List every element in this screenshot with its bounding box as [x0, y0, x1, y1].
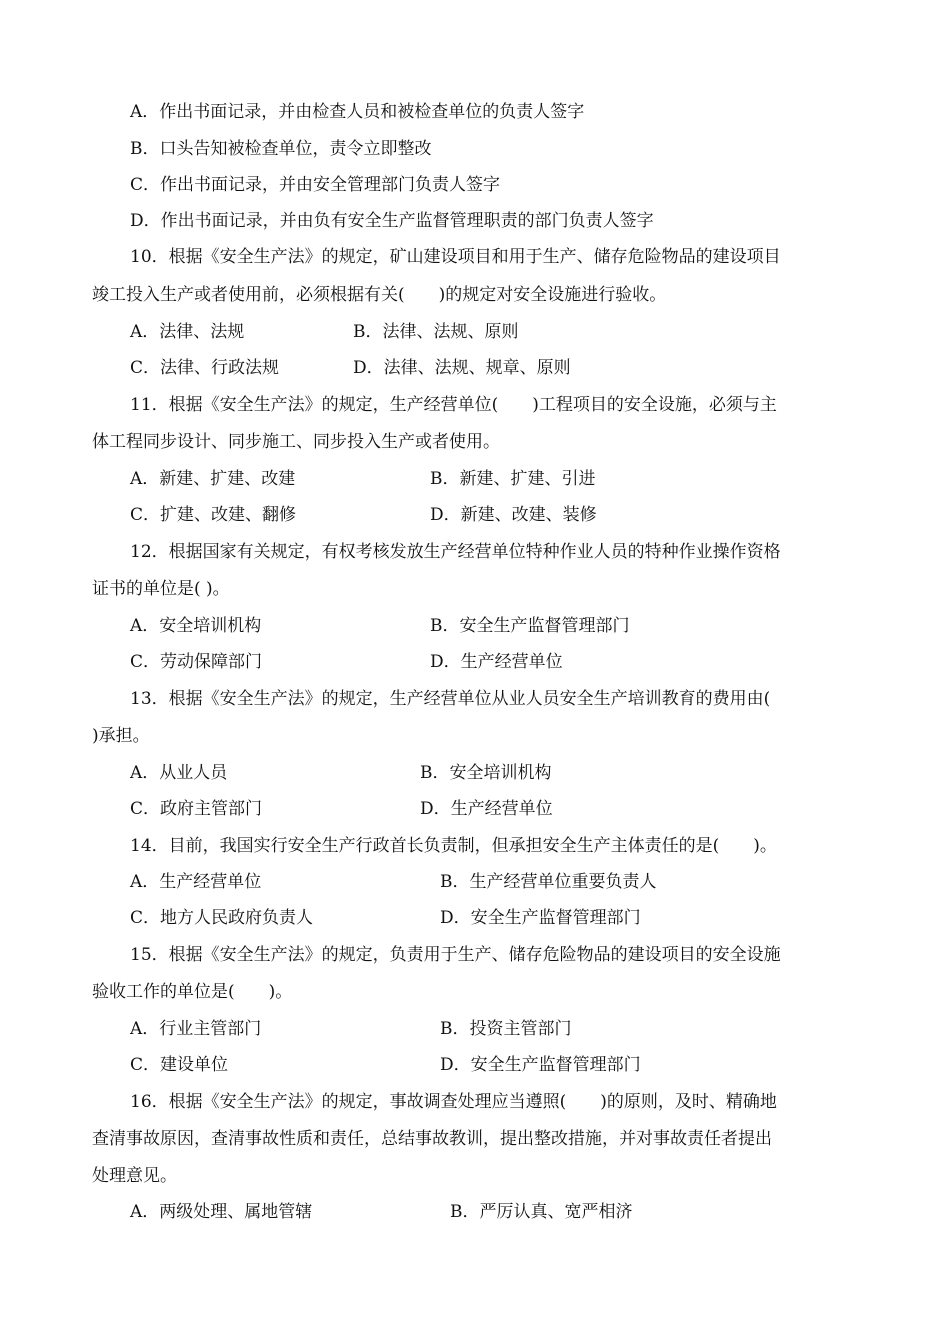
q13-option-a: A．从业人员	[130, 763, 228, 783]
q13-option-c: C．政府主管部门	[130, 799, 263, 819]
q12-option-b: B．安全生产监督管理部门	[430, 616, 630, 636]
q16-option-b: B．严厉认真、宽严相济	[450, 1202, 633, 1222]
q15-option-b: B．投资主管部门	[440, 1019, 572, 1039]
q11-option-c: C．扩建、改建、翻修	[130, 505, 297, 525]
q12-stem-line1: 12．根据国家有关规定，有权考核发放生产经营单位特种作业人员的特种作业操作资格	[130, 542, 781, 562]
q10-option-d: D．法律、法规、规章、原则	[353, 358, 571, 378]
q12-option-c: C．劳动保障部门	[130, 652, 263, 672]
q13-option-d: D．生产经营单位	[420, 799, 553, 819]
q11-option-b: B．新建、扩建、引进	[430, 469, 596, 489]
q16-stem-line1: 16．根据《安全生产法》的规定，事故调查处理应当遵照( )的原则，及时、精确地	[130, 1092, 777, 1112]
q9-option-b: B．口头告知被检查单位，责令立即整改	[130, 139, 432, 159]
q10-stem-line2: 竣工投入生产或者使用前，必须根据有关( )的规定对安全设施进行验收。	[92, 285, 667, 305]
q15-stem-line1: 15．根据《安全生产法》的规定，负责用于生产、储存危险物品的建设项目的安全设施	[130, 945, 781, 965]
q12-option-a: A．安全培训机构	[130, 616, 262, 636]
q16-stem-line2: 查清事故原因，查清事故性质和责任，总结事故教训，提出整改措施，并对事故责任者提出	[92, 1129, 772, 1149]
q9-option-d: D．作出书面记录，并由负有安全生产监督管理职责的部门负责人签字	[130, 211, 654, 231]
q11-stem-line2: 体工程同步设计、同步施工、同步投入生产或者使用。	[92, 432, 500, 452]
q14-option-c: C．地方人民政府负责人	[130, 908, 314, 928]
q14-stem-line1: 14．目前，我国实行安全生产行政首长负责制，但承担安全生产主体责任的是( )。	[130, 836, 777, 856]
q11-option-a: A．新建、扩建、改建	[130, 469, 296, 489]
q10-option-c: C．法律、行政法规	[130, 358, 280, 378]
q12-stem-line2: 证书的单位是( )。	[92, 579, 230, 599]
q15-option-c: C．建设单位	[130, 1055, 229, 1075]
q15-option-d: D．安全生产监督管理部门	[440, 1055, 641, 1075]
q13-option-b: B．安全培训机构	[420, 763, 552, 783]
q10-option-b: B．法律、法规、原则	[353, 322, 519, 342]
q14-option-d: D．安全生产监督管理部门	[440, 908, 641, 928]
q10-stem-line1: 10．根据《安全生产法》的规定，矿山建设项目和用于生产、储存危险物品的建设项目	[130, 247, 781, 267]
q10-option-a: A．法律、法规	[130, 322, 245, 342]
q15-stem-line2: 验收工作的单位是( )。	[92, 982, 293, 1002]
q14-option-a: A．生产经营单位	[130, 872, 262, 892]
q15-option-a: A．行业主管部门	[130, 1019, 262, 1039]
q11-stem-line1: 11．根据《安全生产法》的规定，生产经营单位( )工程项目的安全设施，必须与主	[130, 395, 777, 415]
q16-option-a: A．两级处理、属地管辖	[130, 1202, 313, 1222]
q12-option-d: D．生产经营单位	[430, 652, 563, 672]
q9-option-c: C．作出书面记录，并由安全管理部门负责人签字	[130, 175, 501, 195]
q13-stem-line1: 13．根据《安全生产法》的规定，生产经营单位从业人员安全生产培训教育的费用由(	[130, 689, 771, 709]
q14-option-b: B．生产经营单位重要负责人	[440, 872, 657, 892]
q9-option-a: A．作出书面记录，并由检查人员和被检查单位的负责人签字	[130, 102, 585, 122]
q11-option-d: D．新建、改建、装修	[430, 505, 597, 525]
q13-stem-line2: )承担。	[92, 726, 150, 746]
q16-stem-line3: 处理意见。	[92, 1166, 177, 1186]
